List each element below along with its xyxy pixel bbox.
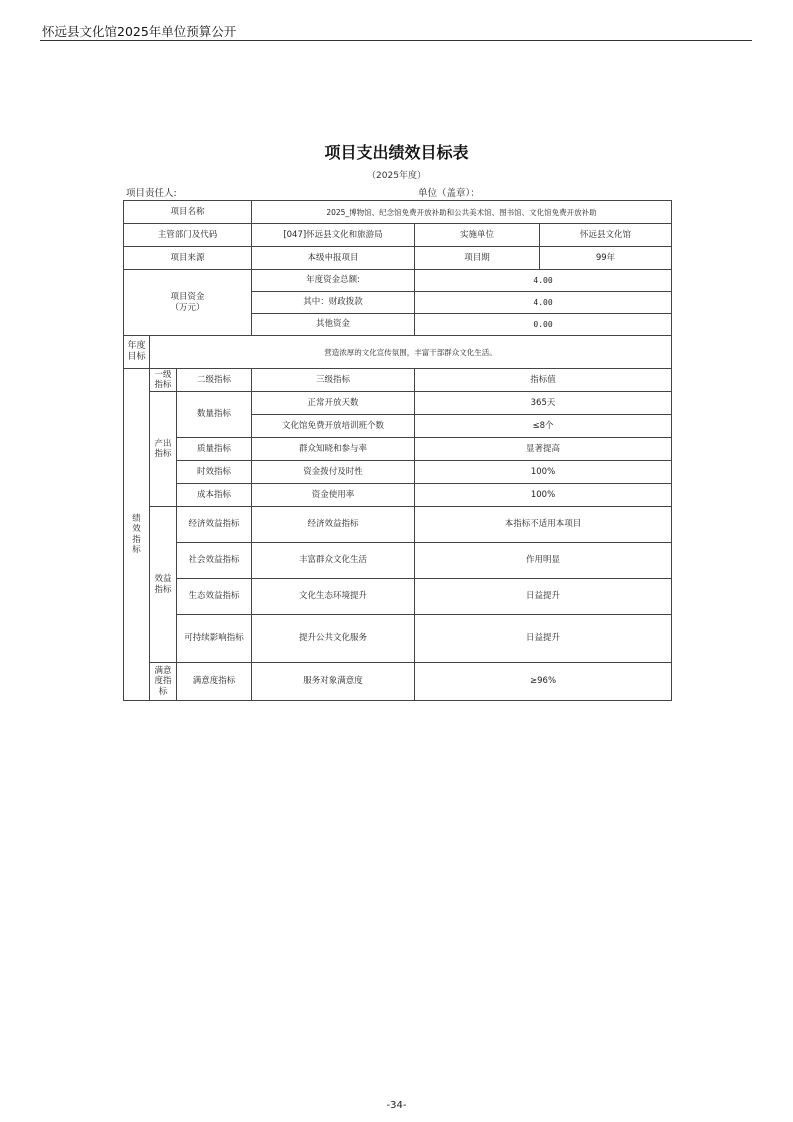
funds-fiscal-label: 其中：财政拨款 <box>252 292 415 314</box>
source-value: 本级申报项目 <box>252 247 415 270</box>
satisfaction-label-line2: 度指 <box>154 676 172 687</box>
level3-cell: 服务对象满意度 <box>252 663 415 701</box>
department-value: [047]怀远县文化和旅游局 <box>252 224 415 247</box>
value-cell: ≥96% <box>415 663 672 701</box>
executing-unit-label: 实施单位 <box>415 224 540 247</box>
annual-goal-label <box>124 336 150 369</box>
level3-cell: 文化馆免费开放培训班个数 <box>252 415 415 438</box>
performance-table <box>123 200 672 701</box>
page-number: -34- <box>386 1100 407 1111</box>
level3-cell: 文化生态环境提升 <box>252 579 415 615</box>
department-row <box>124 224 672 247</box>
form-year: （2025年度） <box>367 171 426 181</box>
funds-label-line2: （万元） <box>170 302 205 313</box>
value-cell: 日益提升 <box>415 579 672 615</box>
level3-header: 三级指标 <box>252 369 415 392</box>
benefit-indicator-label <box>150 507 177 663</box>
satisfaction-row <box>124 663 672 701</box>
value-cell: 作用明显 <box>415 543 672 579</box>
level2-cell: 可持续影响指标 <box>177 615 252 663</box>
annual-goal-text: 营造浓厚的文化宣传氛围，丰富干部群众文化生活。 <box>150 336 672 369</box>
period-value: 99年 <box>540 247 672 270</box>
department-label: 主管部门及代码 <box>124 224 252 247</box>
perf-char-2: 效 <box>132 524 141 535</box>
funds-other-value: 0.00 <box>415 314 672 336</box>
project-name-label: 项目名称 <box>124 201 252 224</box>
perf-char-1: 绩 <box>132 514 141 525</box>
table-row <box>124 615 672 663</box>
value-cell: 显著提高 <box>415 438 672 461</box>
project-name-value: 2025_博物馆、纪念馆免费开放补助和公共美术馆、图书馆、文化馆免费开放补助 <box>252 201 672 224</box>
performance-indicator-label <box>124 369 150 701</box>
quantity-indicator-label: 数量指标 <box>177 392 252 438</box>
satisfaction-indicator-label <box>150 663 177 701</box>
output-indicator-label <box>150 392 177 507</box>
funds-label <box>124 270 252 336</box>
annual-goal-row <box>124 336 672 369</box>
annual-goal-label-line1: 年度 <box>127 341 146 352</box>
funds-other-label: 其他资金 <box>252 314 415 336</box>
table-row <box>124 392 672 415</box>
level3-cell: 丰富群众文化生活 <box>252 543 415 579</box>
header-rule <box>40 40 752 41</box>
executing-unit-value: 怀远县文化馆 <box>540 224 672 247</box>
level2-cell: 社会效益指标 <box>177 543 252 579</box>
funds-total-row <box>124 270 672 292</box>
satisfaction-label-line1: 满意 <box>154 666 172 677</box>
level2-cell: 经济效益指标 <box>177 507 252 543</box>
level2-cell: 质量指标 <box>177 438 252 461</box>
source-label: 项目来源 <box>124 247 252 270</box>
period-label: 项目期 <box>415 247 540 270</box>
value-cell: ≤8个 <box>415 415 672 438</box>
value-cell: 100% <box>415 484 672 507</box>
level2-header: 二级指标 <box>177 369 252 392</box>
perf-char-4: 标 <box>132 544 141 555</box>
project-name-row <box>124 201 672 224</box>
document-header: 怀远县文化馆2025年单位预算公开 <box>42 24 237 39</box>
table-row <box>124 461 672 484</box>
output-label-line1: 产出 <box>154 438 172 449</box>
satisfaction-label-line3: 标 <box>158 686 168 697</box>
benefit-label-line2: 指标 <box>154 584 172 595</box>
output-label-line2: 指标 <box>154 449 172 459</box>
level3-cell: 经济效益指标 <box>252 507 415 543</box>
benefit-label-line1: 效益 <box>154 574 172 585</box>
table-row <box>124 438 672 461</box>
level1-header <box>150 369 177 392</box>
value-cell: 365天 <box>415 392 672 415</box>
level1-header-line1: 一级 <box>154 369 172 380</box>
level2-cell: 时效指标 <box>177 461 252 484</box>
funds-total-value: 4.00 <box>415 270 672 292</box>
table-row <box>124 543 672 579</box>
level1-header-line2: 指标 <box>154 380 172 390</box>
value-cell: 100% <box>415 461 672 484</box>
level3-cell: 资金拨付及时性 <box>252 461 415 484</box>
perf-char-3: 指 <box>132 534 141 545</box>
level3-cell: 群众知晓和参与率 <box>252 438 415 461</box>
funds-fiscal-value: 4.00 <box>415 292 672 314</box>
responsible-label: 项目责任人: <box>126 188 177 199</box>
indicator-header-row <box>124 369 672 392</box>
level3-cell: 资金使用率 <box>252 484 415 507</box>
table-row <box>124 579 672 615</box>
value-cell: 本指标不适用本项目 <box>415 507 672 543</box>
level3-cell: 提升公共文化服务 <box>252 615 415 663</box>
unit-label: 单位（盖章）： <box>418 188 480 199</box>
value-header: 指标值 <box>415 369 672 392</box>
source-row <box>124 247 672 270</box>
table-row <box>124 484 672 507</box>
level2-cell: 满意度指标 <box>177 663 252 701</box>
table-row <box>124 507 672 543</box>
level3-cell: 正常开放天数 <box>252 392 415 415</box>
value-cell: 日益提升 <box>415 615 672 663</box>
level2-cell: 生态效益指标 <box>177 579 252 615</box>
annual-goal-label-line2: 目标 <box>127 352 146 362</box>
funds-total-label: 年度资金总额: <box>252 270 415 292</box>
form-title: 项目支出绩效目标表 <box>324 143 469 162</box>
level2-cell: 成本指标 <box>177 484 252 507</box>
funds-label-line1: 项目资金 <box>170 292 205 303</box>
